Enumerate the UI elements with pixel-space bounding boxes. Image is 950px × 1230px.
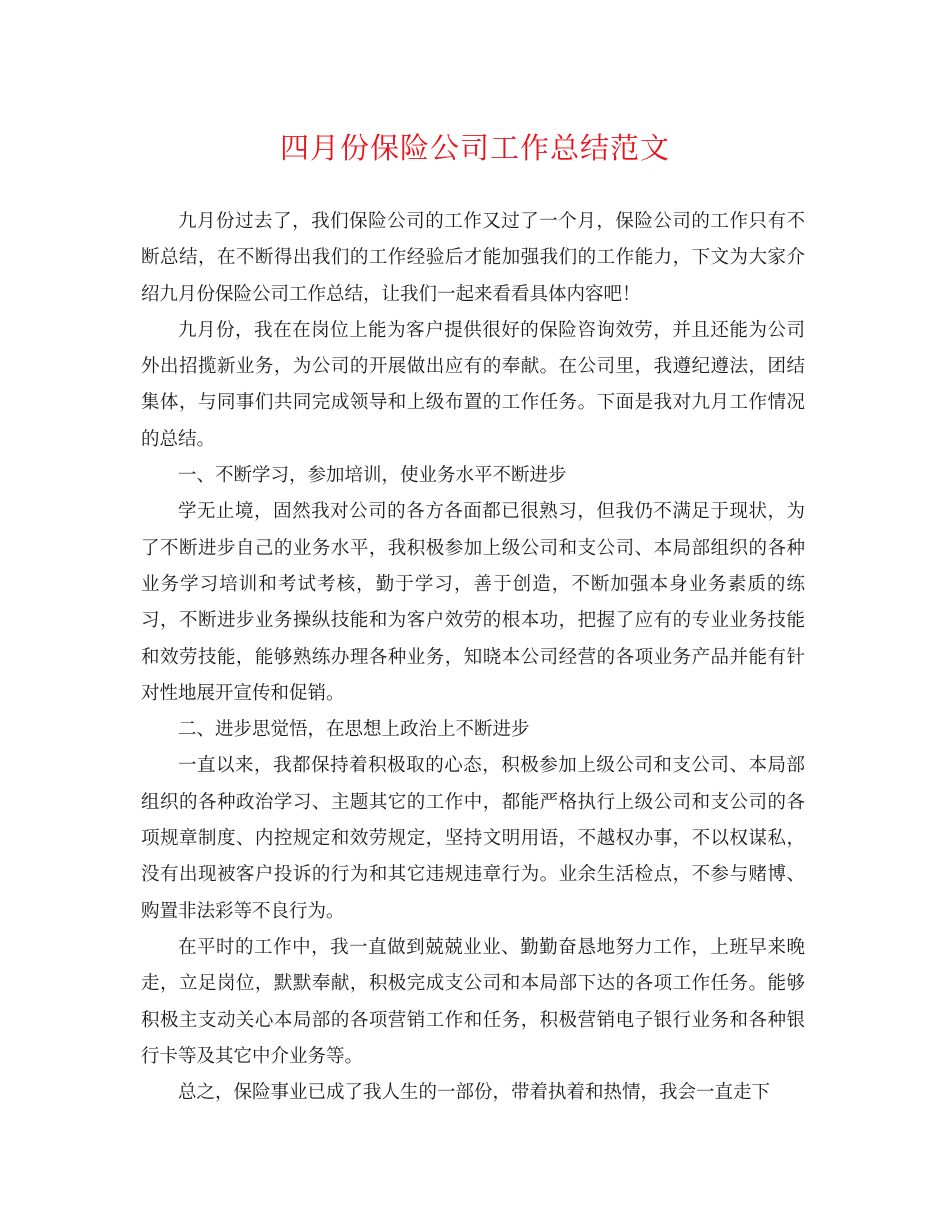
document-title: 四月份保险公司工作总结范文 xyxy=(279,131,670,165)
paragraph-intro: 九月份过去了，我们保险公司的工作又过了一个月，保险公司的工作只有不断总结，在不断得出我们的工作经验后才能加强我们的工作能力，下文为大家介绍九月份保险公司工作总结，让我们一起来看看具体内容吧！ xyxy=(141,211,805,305)
paragraph-awareness: 一直以来，我都保持着积极取的心态，积极参加上级公司和支公司、本局部组织的各种政治学习、主题其它的工作中，都能严格执行上级公司和支公司的各项规章制度、内控规定和效劳规定，坚持文明用语，不越权办事，不以权谋私，没有出现被客户投诉的行为和其它违规违章行为。业余生活检点，不参与赌博、购置非法彩等不良行为。 xyxy=(141,755,805,922)
paragraph-learning: 学无止境，固然我对公司的各方各面都已很熟习，但我仍不满足于现状，为了不断进步自己的业务水平，我积极参加上级公司和支公司、本局部组织的各种业务学习培训和考试考核，勤于学习，善于创造，不断加强本身业务素质的练习，不断进步业务操纵技能和为客户效劳的根本功，把握了应有的专业业务技能和效劳技能，能够熟练办理各种业务，知晓本公司经营的各项业务产品并能有针对性地展开宣传和促销。 xyxy=(141,501,805,704)
paragraph-overview: 九月份，我在在岗位上能为客户提供很好的保险咨询效劳，并且还能为公司外出招揽新业务，为公司的开展做出应有的奉献。在公司里，我遵纪遵法，团结集体，与同事们共同完成领导和上级布置的工作任务。下面是我对九月工作情况的总结。 xyxy=(141,319,805,450)
paragraph-conclusion: 总之，保险事业已成了我人生的一部份，带着执着和热情，我会一直走下 xyxy=(178,1082,771,1104)
section-heading-learning: 一、不断学习，参加培训，使业务水平不断进步 xyxy=(178,465,567,487)
section-heading-awareness: 二、进步思觉悟，在思想上政治上不断进步 xyxy=(178,719,530,741)
document-body xyxy=(141,204,805,1111)
paragraph-daily-work: 在平时的工作中，我一直做到兢兢业业、勤勤奋恳地努力工作，上班早来晚走，立足岗位，默默奉献，积极完成支公司和本局部下达的各项工作任务。能够积极主支动关心本局部的各项营销工作和任务，积极营销电子银行业务和各种银行卡等及其它中介业务等。 xyxy=(141,936,805,1067)
